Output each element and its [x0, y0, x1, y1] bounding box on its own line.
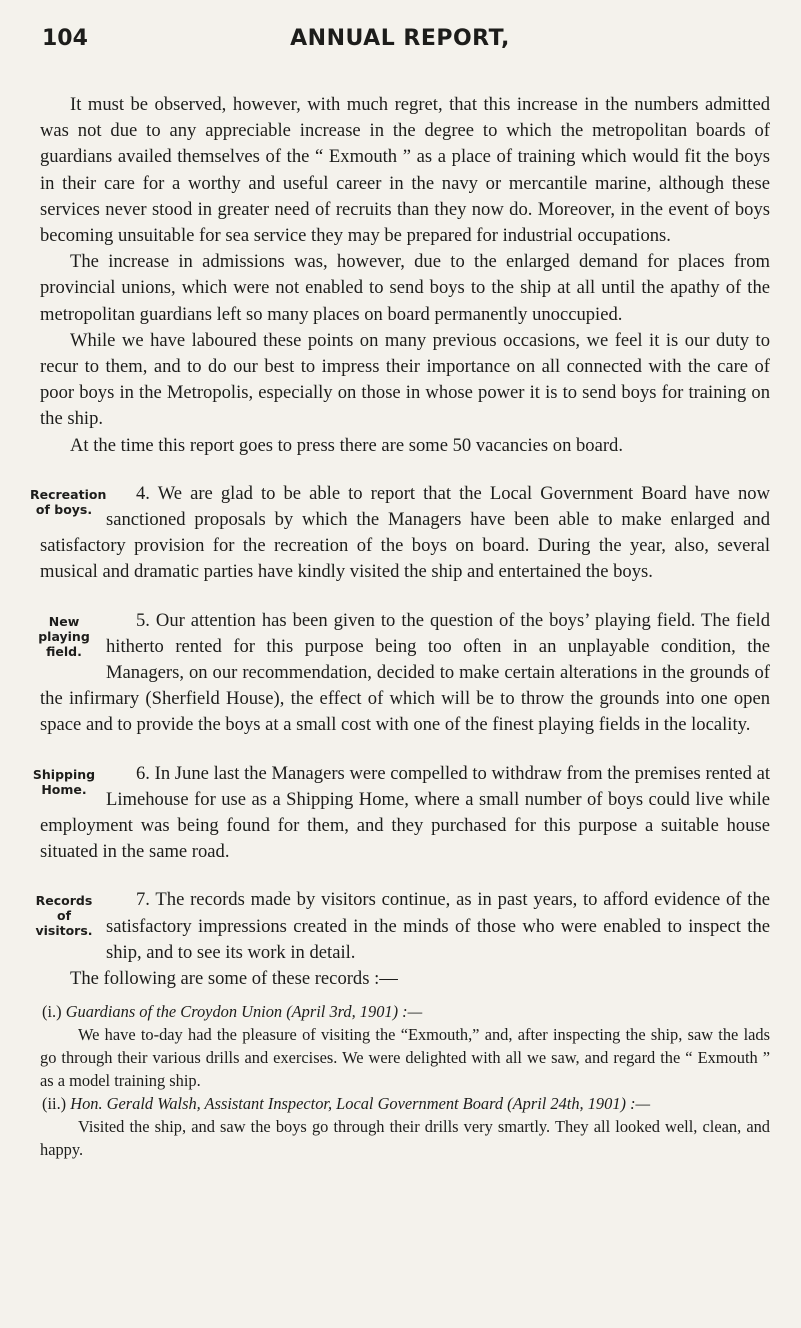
report-body — [30, 92, 771, 1161]
visitor-record — [40, 1092, 770, 1161]
record-text: We have to-day had the pleasure of visiting the “Exmouth,” and, after inspecting the ship, saw the lads go through their various drills and exercises. We were delighted with all we saw, and regard the “ Exmouth ” as a model training ship. — [40, 1025, 770, 1091]
page-number: 104 — [42, 26, 88, 51]
section-records — [35, 887, 771, 992]
running-title: ANNUAL REPORT, — [290, 26, 510, 51]
intro-paragraph: The increase in admissions was, however, due to the enlarged demand for places from provincial unions, which were not enabled to send boys to the ship at all until the apathy of the metropolitan guardians left so many places on board permanently unoccupied. — [40, 251, 770, 325]
intro-paragraph: While we have laboured these points on many previous occasions, we feel it is our duty to recur to them, and to do our best to impress their importance on all connected with the care of poor boys in the Metropolis, especially on those in whose power it is to send boys for training on the ship. — [40, 329, 770, 430]
section-number: 5. — [136, 609, 150, 631]
section-number: 4. — [136, 482, 150, 504]
section-text: We are glad to be able to report that the Local Government Board have now sanctioned proposals by which the Managers have been able to make enlarged and satisfactory provision for the recreation of the boys on board. During the year, also, several musical and dramatic parties have kindly visited the ship and entertained the boys. — [40, 482, 771, 583]
page-header — [0, 26, 801, 66]
record-marker: (ii.) — [42, 1094, 67, 1114]
margin-note: New playing field. — [38, 613, 90, 659]
section-number: 7. — [136, 889, 150, 911]
section-text: Our attention has been given to the question of the boys’ playing field. The field hitherto rented for this purpose being too often in an unplayable condition, the Managers, on our recommendation, decided to make certain alterations in the grounds of the infirmary (Sherfield House), the effect of which will be to throw the grounds into one open space and to provide the boys at a small cost with one of the finest playing fields in the locality. — [40, 609, 770, 736]
section-text: The records made by visitors continue, as in past years, to afford evidence of the satisfactory impressions created in the minds of those who were enabled to inspect the ship, and to see its work in detail. — [106, 889, 771, 963]
section-recreation — [30, 481, 771, 586]
visitor-record — [40, 1000, 770, 1092]
record-marker: (i.) — [42, 1002, 62, 1022]
margin-note: Shipping Home. — [32, 766, 96, 797]
margin-note: Records of visitors. — [35, 893, 93, 939]
section-playing-field — [40, 608, 770, 739]
intro-paragraph: It must be observed, however, with much regret, that this increase in the numbers admitted was not due to any appreciable increase in the degree to which the metropolitan boards of guardians availed themselves of the “ Exmouth ” as a place of training which would fit the boys in their care for a worthy and useful career in the navy or mercantile marine, although these services never stood in greater need of recruits than they now do. Moreover, in the event of boys becoming unsuitable for sea service they may be prepared for industrial occupations. — [40, 94, 770, 247]
margin-note: Recreation of boys. — [30, 486, 107, 517]
record-source: Guardians of the Croydon Union (April 3rd, 1901) :— — [65, 1002, 423, 1022]
visitor-records — [40, 1000, 770, 1161]
record-text: Visited the ship, and saw the boys go through their drills very smartly. They all looked well, clean, and happy. — [40, 1117, 770, 1160]
records-followup: The following are some of these records :— — [70, 968, 398, 990]
section-shipping-home — [32, 761, 770, 866]
section-number: 6. — [136, 762, 150, 784]
section-text: In June last the Managers were compelled to withdraw from the premises rented at Limehouse for use as a Shipping Home, where a small number of boys could live while employment was being found for them, and they purchased for this purpose a suitable house situated in the same road. — [40, 762, 770, 863]
intro-paragraph: At the time this report goes to press there are some 50 vacancies on board. — [70, 434, 623, 456]
record-source: Hon. Gerald Walsh, Assistant Inspector, Local Government Board (April 24th, 1901) :— — [70, 1094, 651, 1114]
